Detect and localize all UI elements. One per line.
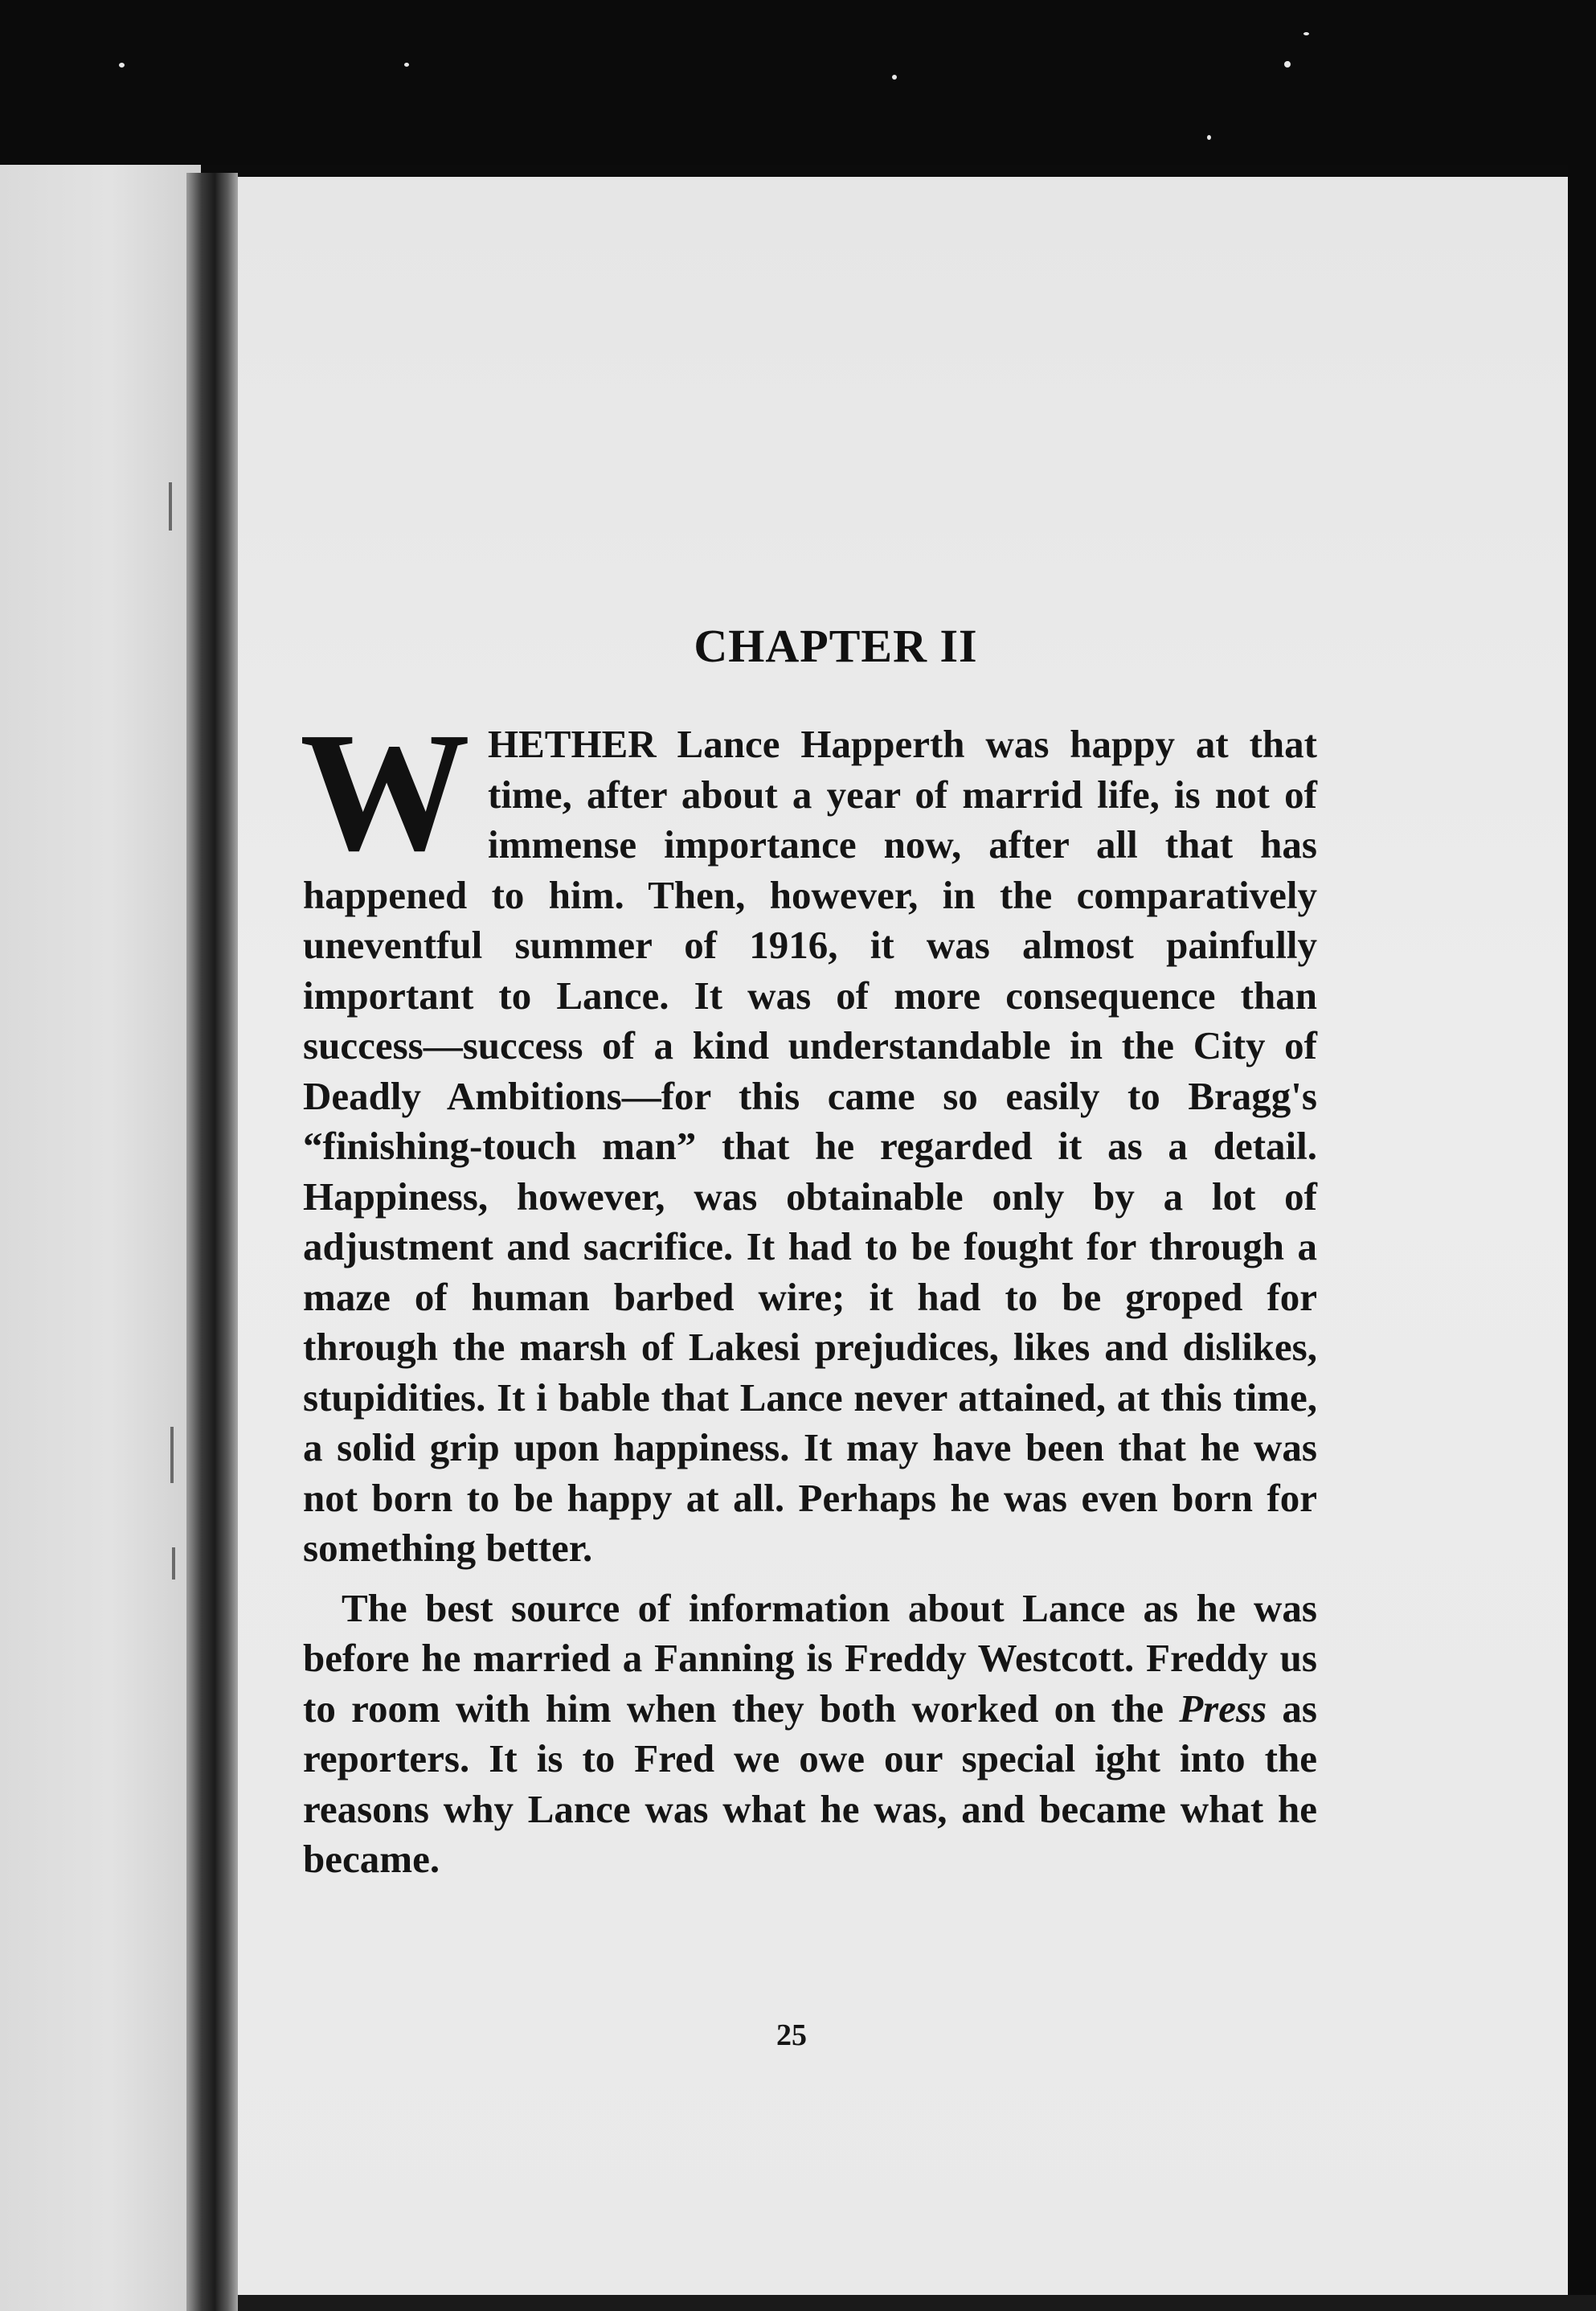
body-text <box>300 697 1317 1885</box>
paragraph-1-text: Lance Happerth was happy at that time, after about a year of marrid life, is not of immense importance now, after all that has happened to him. Then, however, in the comparatively uneventful summer of 1916, it was almost painfully important to Lance. It was of more consequence than success—success of a kind understandable in the City of Deadly Ambitions—for this came so easily to Bragg's “finishing-touch man” that he regarded it as a detail. Happiness, however, was obtainable only by a lot of adjustment and sacrifice. It had to be fought for through a maze of human barbed wire; it had to be groped for through the marsh of Lakesi prejudices, likes and dislikes, stupidities. It i bable that Lance never attained, at this time, a solid grip upon happiness. It may have been that he was not born to be happy at all. Perhaps he was even born for something better. <box>303 722 1317 1570</box>
chapter-heading: CHAPTER II <box>694 620 978 672</box>
scan-top-border <box>0 0 1596 165</box>
newspaper-name: Press <box>1179 1686 1267 1731</box>
page-mark <box>169 482 172 531</box>
opening-word: HETHER <box>488 722 657 766</box>
dust-speck <box>404 63 409 67</box>
drop-cap: W <box>300 697 470 886</box>
paragraph-2 <box>303 1584 1317 1885</box>
dust-speck <box>1303 32 1309 35</box>
scan-bottom-border <box>238 2295 1596 2311</box>
page-mark <box>172 1547 175 1580</box>
facing-page-edge <box>0 165 201 2311</box>
dust-speck <box>1284 61 1291 68</box>
dust-speck <box>892 75 897 80</box>
page-mark <box>170 1427 174 1483</box>
dust-speck <box>119 63 125 68</box>
paragraph-1 <box>300 697 1317 1574</box>
book-gutter <box>186 173 238 2311</box>
scan-right-border <box>1568 165 1596 2311</box>
paragraph-2-text: The best source of information about Lance as he was before he married a Fanning is Freddy Westcott. Freddy us to room with him when they both worked on the <box>303 1585 1317 1731</box>
paragraph-2-text-end: as reporters. It is to Fred we owe our special ight into the reasons why Lance was what he was, and became what he became. <box>303 1686 1317 1881</box>
page-number: 25 <box>776 2018 807 2052</box>
dust-speck <box>1207 135 1211 140</box>
